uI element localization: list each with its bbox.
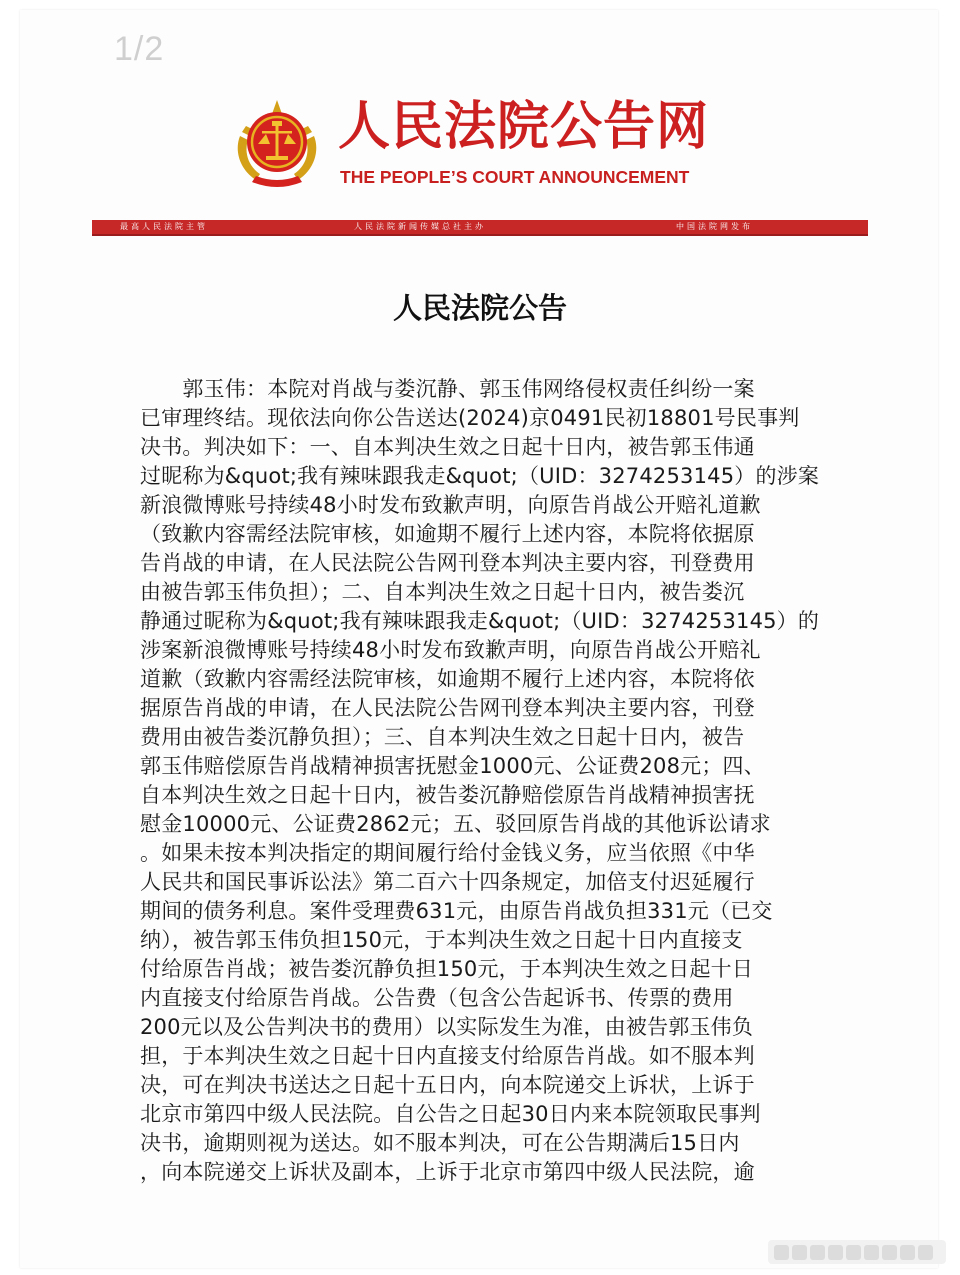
- body-line: 郭玉伟：本院对肖战与娄沉静、郭玉伟网络侵权责任纠纷一案: [140, 377, 755, 401]
- body-line: 内直接支付给原告肖战。公告费（包含公告起诉书、传票的费用: [140, 986, 734, 1010]
- body-line: 费用由被告娄沉静负担）；三、自本判决生效之日起十日内，被告: [140, 725, 745, 749]
- banner-text-sponsor: 人民法院新闻传媒总社主办: [354, 222, 486, 231]
- body-line: 纳），被告郭玉伟负担150元，于本判决生效之日起十日内直接支: [140, 928, 743, 952]
- body-line: 决书，逾期则视为送达。如不服本判决，可在公告期满后15日内: [140, 1131, 740, 1155]
- page-indicator: 1/2: [114, 30, 165, 68]
- document-body: [140, 375, 830, 1248]
- body-line: 付给原告肖战；被告娄沉静负担150元，于本判决生效之日起十日: [140, 957, 754, 981]
- body-line: 涉案新浪微博账号持续48小时发布致歉声明，向原告肖战公开赔礼: [140, 638, 761, 662]
- masthead-banner: [92, 220, 868, 234]
- watermark-block: [882, 1245, 897, 1260]
- body-line: 决书。判决如下：一、自本判决生效之日起十日内，被告郭玉伟通: [140, 435, 755, 459]
- court-emblem-icon: [232, 96, 322, 188]
- watermark-block: [900, 1245, 915, 1260]
- watermark-block: [918, 1245, 933, 1260]
- body-line: 过昵称为&quot;我有辣味跟我走&quot;（UID：3274253145）的涉案: [140, 464, 820, 488]
- body-line: 郭玉伟赔偿原告肖战精神损害抚慰金1000元、公证费208元；四、: [140, 754, 765, 778]
- body-line: 北京市第四中级人民法院。自公告之日起30日内来本院领取民事判: [140, 1102, 761, 1126]
- watermark-block: [774, 1245, 789, 1260]
- body-line: 自本判决生效之日起十日内，被告娄沉静赔偿原告肖战精神损害抚: [140, 783, 755, 807]
- body-line: 据原告肖战的申请，在人民法院公告网刊登本判决主要内容，刊登: [140, 696, 755, 720]
- body-line: 告肖战的申请，在人民法院公告网刊登本判决主要内容，刊登费用: [140, 551, 755, 575]
- watermark-block: [792, 1245, 807, 1260]
- watermark: [768, 1240, 946, 1264]
- body-line: 担，于本判决生效之日起十日内直接支付给原告肖战。如不服本判: [140, 1044, 755, 1068]
- watermark-block: [810, 1245, 825, 1260]
- body-line: 200元以及公告判决书的费用）以实际发生为准，由被告郭玉伟负: [140, 1015, 754, 1039]
- body-line: 人民共和国民事诉讼法》第二百六十四条规定，加倍支付迟延履行: [140, 870, 755, 894]
- banner-text-publisher: 中国法院网发布: [676, 222, 753, 231]
- body-line: 慰金10000元、公证费2862元；五、驳回原告肖战的其他诉讼请求: [140, 812, 771, 836]
- body-line: ，向本院递交上诉状及副本，上诉于北京市第四中级人民法院，逾: [140, 1160, 755, 1184]
- body-line: 由被告郭玉伟负担）；二、自本判决生效之日起十日内，被告娄沉: [140, 580, 745, 604]
- watermark-block: [828, 1245, 843, 1260]
- masthead-subtitle: THE PEOPLE’S COURT ANNOUNCEMENT: [340, 167, 690, 187]
- body-line: 新浪微博账号持续48小时发布致歉声明，向原告肖战公开赔礼道歉: [140, 493, 761, 517]
- body-line: 已审理终结。现依法向你公告送达(2024)京0491民初18801号民事判: [140, 406, 800, 430]
- body-line: （致歉内容需经法院审核，如逾期不履行上述内容，本院将依据原: [140, 522, 755, 546]
- document-title: 人民法院公告: [392, 291, 567, 325]
- masthead-title: 人民法院公告网: [338, 97, 710, 157]
- banner-text-supervisor: 最高人民法院主管: [120, 222, 208, 231]
- body-line: 决，可在判决书送达之日起十五日内，向本院递交上诉状，上诉于: [140, 1073, 755, 1097]
- body-line: 。如果未按本判决指定的期间履行给付金钱义务，应当依照《中华: [140, 841, 755, 865]
- body-line: 期间的债务利息。案件受理费631元，由原告肖战负担331元（已交: [140, 899, 773, 923]
- body-line: 道歉（致歉内容需经法院审核，如逾期不履行上述内容，本院将依: [140, 667, 755, 691]
- body-line: 静通过昵称为&quot;我有辣味跟我走&quot;（UID：3274253145）的: [140, 609, 820, 633]
- watermark-block: [846, 1245, 861, 1260]
- watermark-block: [864, 1245, 879, 1260]
